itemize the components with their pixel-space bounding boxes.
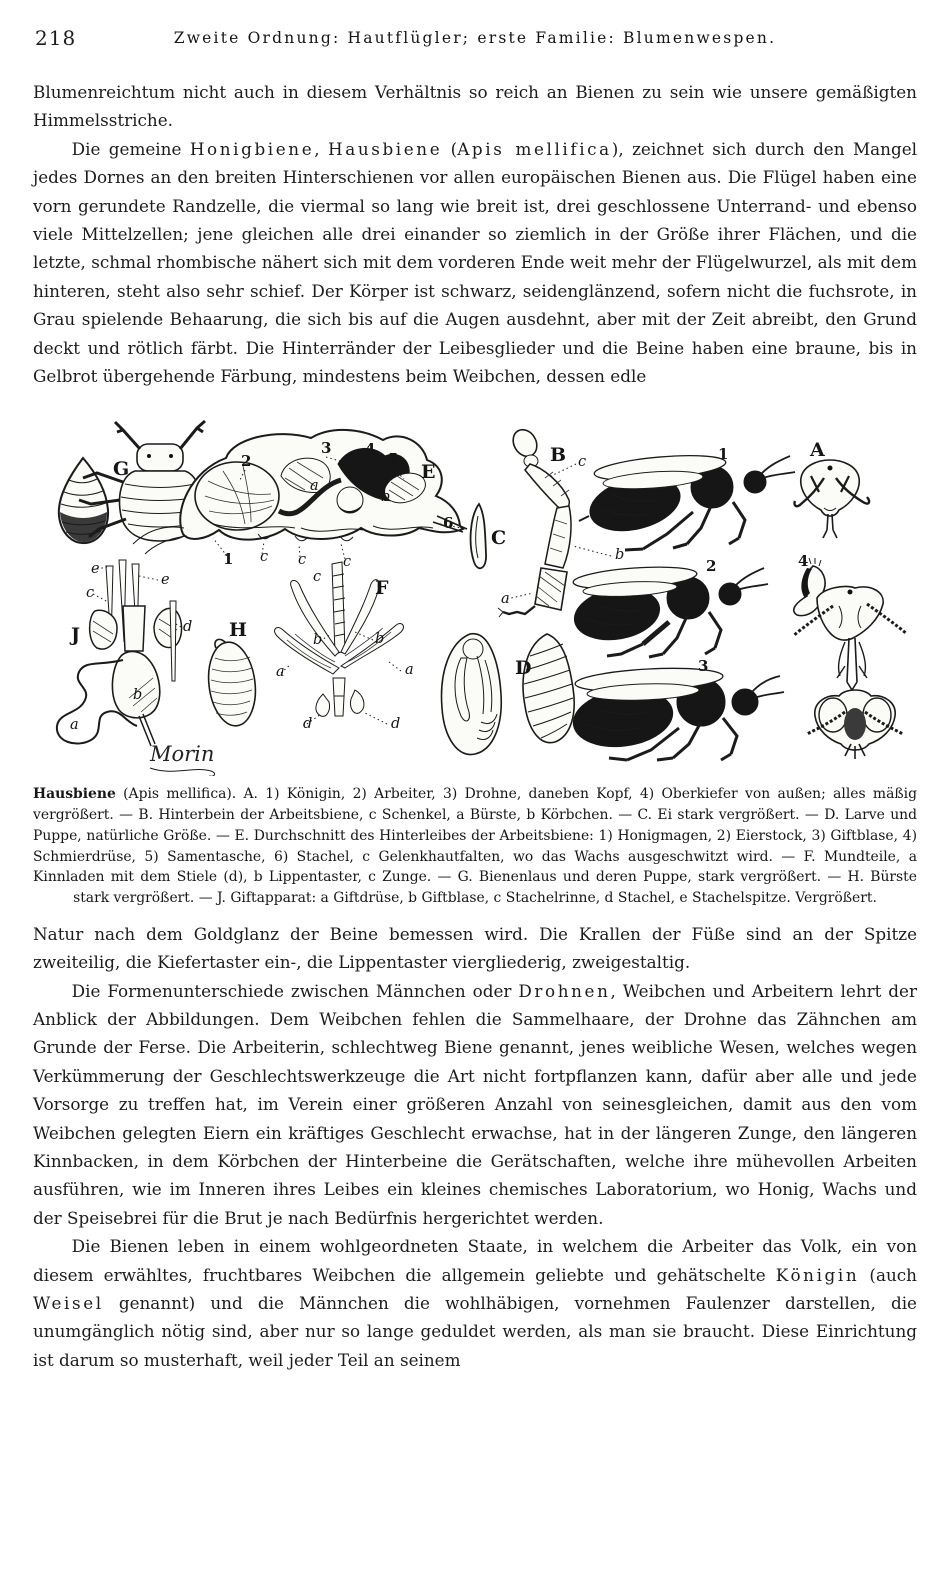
figure-label-b: b — [313, 632, 323, 649]
figure-label-c: c — [86, 585, 95, 602]
larva-drawing — [523, 634, 574, 743]
text-segment: , Weibchen und Arbeitern lehrt der Anblick der Abbildungen. Dem Weibchen fehlen die Sammelhaare, der Drohne das Zähnchen am Grunde der Ferse. Die Arbeiterin, schlechtweg Biene genannt, jenes weibliche Wesen, welches wegen Verkümmerung der Geschlechtswerkzeuge die Art nicht fortpflanzen kann, dafür aber alle und jede Vorsorge zu treffen hat, im Verein einer größeren Anzahl von seinesgleichen, damit aus den vom Weibchen gelegten Eiern ein kräftiges Geschlecht erwachse, hat in der längeren Zunge, den längeren Kinnbacken, in dem Körbchen der Hinterbeine die Gerätschaften, welche ihre mühevollen Arbeiten ausführen, wie im Inneren ihres Leibes ein kleines chemisches Laboratorium, wo Honig, Wachs und der Speisebrei für die Brut je nach Bedürfnis hergerichtet werden. — [33, 980, 917, 1228]
figure-label-B: B — [550, 444, 567, 467]
text-segment: Honigbiene — [189, 138, 315, 159]
queen-bee-drawing — [579, 452, 795, 551]
worker-bee-drawing — [570, 564, 768, 657]
figure-label-4: 4 — [365, 440, 376, 459]
text-segment: Weisel — [33, 1292, 104, 1313]
paragraph-nature — [33, 920, 917, 977]
page-header — [33, 26, 917, 56]
text-segment: Die gemeine — [71, 138, 190, 159]
egg-drawing — [471, 504, 487, 568]
figure-label-d: d — [303, 716, 313, 733]
text-segment: Drohnen — [518, 980, 611, 1001]
paragraph-honigbiene — [33, 135, 917, 391]
queen-head-drawing — [794, 460, 869, 538]
text-segment: Hausbiene — [328, 138, 443, 159]
figure-label-5: 5 — [388, 450, 399, 469]
figure-label-4: 4 — [798, 552, 809, 571]
figure-label-c: c — [313, 569, 322, 586]
text-segment: ( — [442, 138, 458, 159]
figure-label-d: d — [391, 716, 401, 733]
drone-head-drawing — [807, 690, 903, 759]
figure-label-a: a — [70, 717, 79, 734]
figure-label-b: b — [375, 631, 385, 648]
figure-label-6: 6 — [443, 514, 454, 533]
figure-label-3: 3 — [321, 439, 332, 458]
figure-label-c: c — [578, 454, 587, 471]
figure-label-b: b — [133, 687, 143, 704]
figure-label-d: d — [183, 619, 193, 636]
pupa-drawing — [442, 634, 502, 755]
figure-caption — [33, 784, 917, 908]
text-segment: ), zeichnet sich durch den Mangel jedes Dornes an den breiten Hinterschienen vor allen europäischen Bienen aus. Die Flügel haben eine vorn gerundete Randzelle, die viermal so lang wie breit ist, drei geschlossene Unterrand- und ebenso viele Mittelzellen; jene gleichen alle drei einander so ziemlich in der Größe ihrer Flächen, und die letzte, schmal rhombische nähert sich mit dem vorderen Ende weit mehr der Flügelwurzel, als mit dem hinteren, steht also sehr schief. Der Körper ist schwarz, seidenglänzend, sofern nicht die fuchsrote, in Grau spielende Behaarung, die sich bis auf die Augen ausdehnt, aber mit der Zeit abreibt, den Grund deckt und rötlich färbt. Die Hinterränder der Leibesglieder und die Beine haben eine braune, bis in Gelbrot übergehende Färbung, mindestens beim Weibchen, dessen edle — [33, 138, 917, 387]
figure-label-2: 2 — [706, 557, 717, 576]
signature-text: Morin — [150, 742, 215, 767]
text-segment: genannt) und die Männchen die wohlhäbigen, vornehmen Faulenzer darstellen, die unumgänglich nötig sind, aber nur so lange geduldet werden, als man sie braucht. Diese Einrichtung ist darum so musterhaft, weil jeder Teil an seinem — [33, 1292, 917, 1370]
figure-label-G: G — [113, 458, 130, 481]
text-segment: Apis mellifica — [457, 138, 612, 159]
figure-label-1: 1 — [223, 550, 234, 569]
figure-label-A: A — [810, 439, 825, 462]
figure-label-b: b — [615, 547, 625, 564]
figure-label-1: 1 — [718, 445, 729, 464]
figure-label-b: b — [381, 489, 391, 506]
paragraph-bienenstaat — [33, 1232, 917, 1374]
body-text-top — [33, 78, 917, 390]
figure-label-J: J — [71, 624, 80, 647]
page-number: 218 — [35, 26, 77, 50]
figure-label-H: H — [229, 619, 247, 642]
figure-label-a: a — [276, 664, 285, 681]
figure-label-a: a — [501, 591, 510, 608]
text-segment: Die Formenunterschiede zwischen Männchen oder — [71, 980, 519, 1001]
engraving-figure — [33, 416, 917, 776]
figure-label-a: a — [310, 478, 319, 495]
figure-label-3: 3 — [698, 657, 709, 676]
text-segment: Blumenreichtum nicht auch in diesem Verhältnis so reich an Bienen zu sein wie unsere gemäßigten Himmelsstriche. — [33, 82, 917, 131]
text-segment: Die Bienen leben in einem wohlgeordneten Staate, in welchem die Arbeiter das Volk, ein von diesem erwähltes, fruchtbares Weibchen die allgemein geliebte und gehätschelte — [33, 1236, 917, 1285]
running-header: Zweite Ordnung: Hautflügler; erste Familie: Blumenwespen. — [173, 29, 777, 47]
text-segment: (Apis mellifica). A. 1) Königin, 2) Arbeiter, 3) Drohne, daneben Kopf, 4) Oberkiefer von außen; alles mäßig vergrößert. — B. Hinterbein der Arbeitsbiene, c Schenkel, a Bürste, b Körbchen. — C. Ei stark vergrößert. — D. Larve und Puppe, natürliche Größe. — E. Durchschnitt des Hinterleibes der Arbeitsbiene: 1) Honigmagen, 2) Eierstock, 3) Giftblase, 4) Schmierdrüse, 5) Samentasche, 6) Stachel, c Gelenkhautfalten, wo das Wachs ausgeschwitzt wird. — F. Mundteile, a Kinnladen mit dem Stiele (d), b Lippentaster, c Zunge. — G. Bienenlaus und deren Puppe, stark vergrößert. — H. Bürste stark vergrößert. — J. Giftapparat: a Giftdrüse, b Giftblase, c Stachelrinne, d Stachel, e Stachelspitze. Vergrößert. — [33, 786, 917, 906]
figure-label-a: a — [405, 662, 414, 679]
text-segment: , — [314, 138, 328, 159]
text-segment: (auch — [859, 1264, 917, 1285]
figure-label-2: 2 — [241, 452, 252, 471]
figure-label-c: c — [260, 549, 269, 566]
engraver-signature — [149, 742, 215, 776]
figure-label-e: e — [91, 561, 100, 578]
brush-drawing — [204, 640, 260, 729]
text-segment: Königin — [775, 1264, 860, 1285]
figure-label-C: C — [491, 527, 507, 550]
figure-label-e: e — [161, 572, 170, 589]
body-text-bottom — [33, 920, 917, 1375]
figure-label-D: D — [515, 657, 532, 680]
paragraph-continuation — [33, 78, 917, 135]
figure-label-F: F — [375, 577, 389, 600]
bee-engraving-svg — [33, 416, 917, 776]
figure-label-c: c — [343, 554, 352, 571]
figure-label-c: c — [298, 552, 307, 569]
figure-label-E: E — [421, 461, 436, 484]
paragraph-formenunterschiede — [33, 977, 917, 1233]
drone-bee-drawing — [570, 666, 784, 761]
text-segment: Natur nach dem Goldglanz der Beine bemessen wird. Die Krallen der Füße sind an der Spitze zweiteilig, die Kiefertaster ein-, die Lippentaster viergliederig, zweigestaltig. — [33, 923, 917, 973]
text-segment: Hausbiene — [33, 786, 116, 803]
